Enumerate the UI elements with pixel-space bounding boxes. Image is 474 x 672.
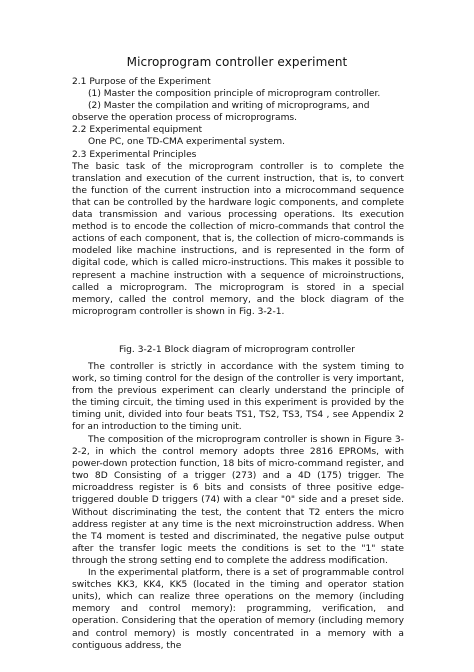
composition-block [72, 434, 404, 652]
document-title: Microprogram controller experiment [126, 55, 348, 69]
equipment-text: One PC, one TD-CMA experimental system. [88, 137, 285, 148]
purpose-item-2: (2) Master the compilation and writing of microprograms, and observe the operation process of microprograms. [72, 101, 370, 124]
section-heading-principles: 2.3 Experimental Principles [72, 149, 197, 160]
figure-caption: Fig. 3-2-1 Block diagram of microprogram controller [119, 345, 355, 355]
timing-block [72, 361, 404, 434]
section-purpose-block [72, 76, 404, 318]
paragraph-platform: In the experimental platform, there is a set of programmable control switches KK3, KK4, KK5 (located in the timing and operator station units), which can realize three operations on the memory (including memory and control memory): programming, verification, and operation. Considering that the operation of memory (including memory and control memory) is mostly concentrated in a memory with a contiguous address, the [72, 568, 404, 651]
paragraph-timing: The controller is strictly in accordance with the system timing to work, so timing control for the design of the controller is very important, from the previous experiment can clearly understand the principle of the timing circuit, the timing used in this experiment is provided by the timing unit, divided into four beats TS1, TS2, TS3, TS4 , see Appendix 2 for an introduction to the timing unit. [72, 362, 404, 433]
paragraph-principles: The basic task of the microprogram controller is to complete the translation and execution of the current instruction, that is, to convert the function of the current instruction into a microcommand sequence that can be controlled by the hardware logic components, and complete data transmission and various processing operations. Its execution method is to encode the collection of micro-commands that control the actions of each component, that is, the collection of micro-commands is modeled like machine instructions, and is represented in the form of digital code, which is called micro-instructions. This makes it possible to represent a machine instruction with a sequence of microinstructions, called a microprogram. The microprogram is stored in a special memory, called the control memory, and the block diagram of the microprogram controller is shown in Fig. 3-2-1. [72, 161, 404, 317]
section-heading-purpose: 2.1 Purpose of the Experiment [72, 77, 211, 87]
paragraph-composition: The composition of the microprogram controller is shown in Figure 3-2-2, in which the control memory adopts three 2816 EPROMs, with power-down protection function, 18 bits of micro-command register, and two 8D Consisting of a trigger (273) and a 4D (175) trigger. The microaddress register is 6 bits and consists of three positive edge-triggered double D triggers (74) with a clear "0" side and a preset side. Without discriminating the test, the content that T2 enters the micro address register at any time is the next microinstruction address. When the T4 moment is tested and discriminated, the negative pulse output after the transfer logic meets the conditions is set to the "1" state through the strong setting end to complete the address modification. [72, 435, 404, 566]
purpose-item-1: (1) Master the composition principle of microprogram controller. [88, 89, 381, 100]
section-heading-equipment: 2.2 Experimental equipment [72, 125, 203, 136]
